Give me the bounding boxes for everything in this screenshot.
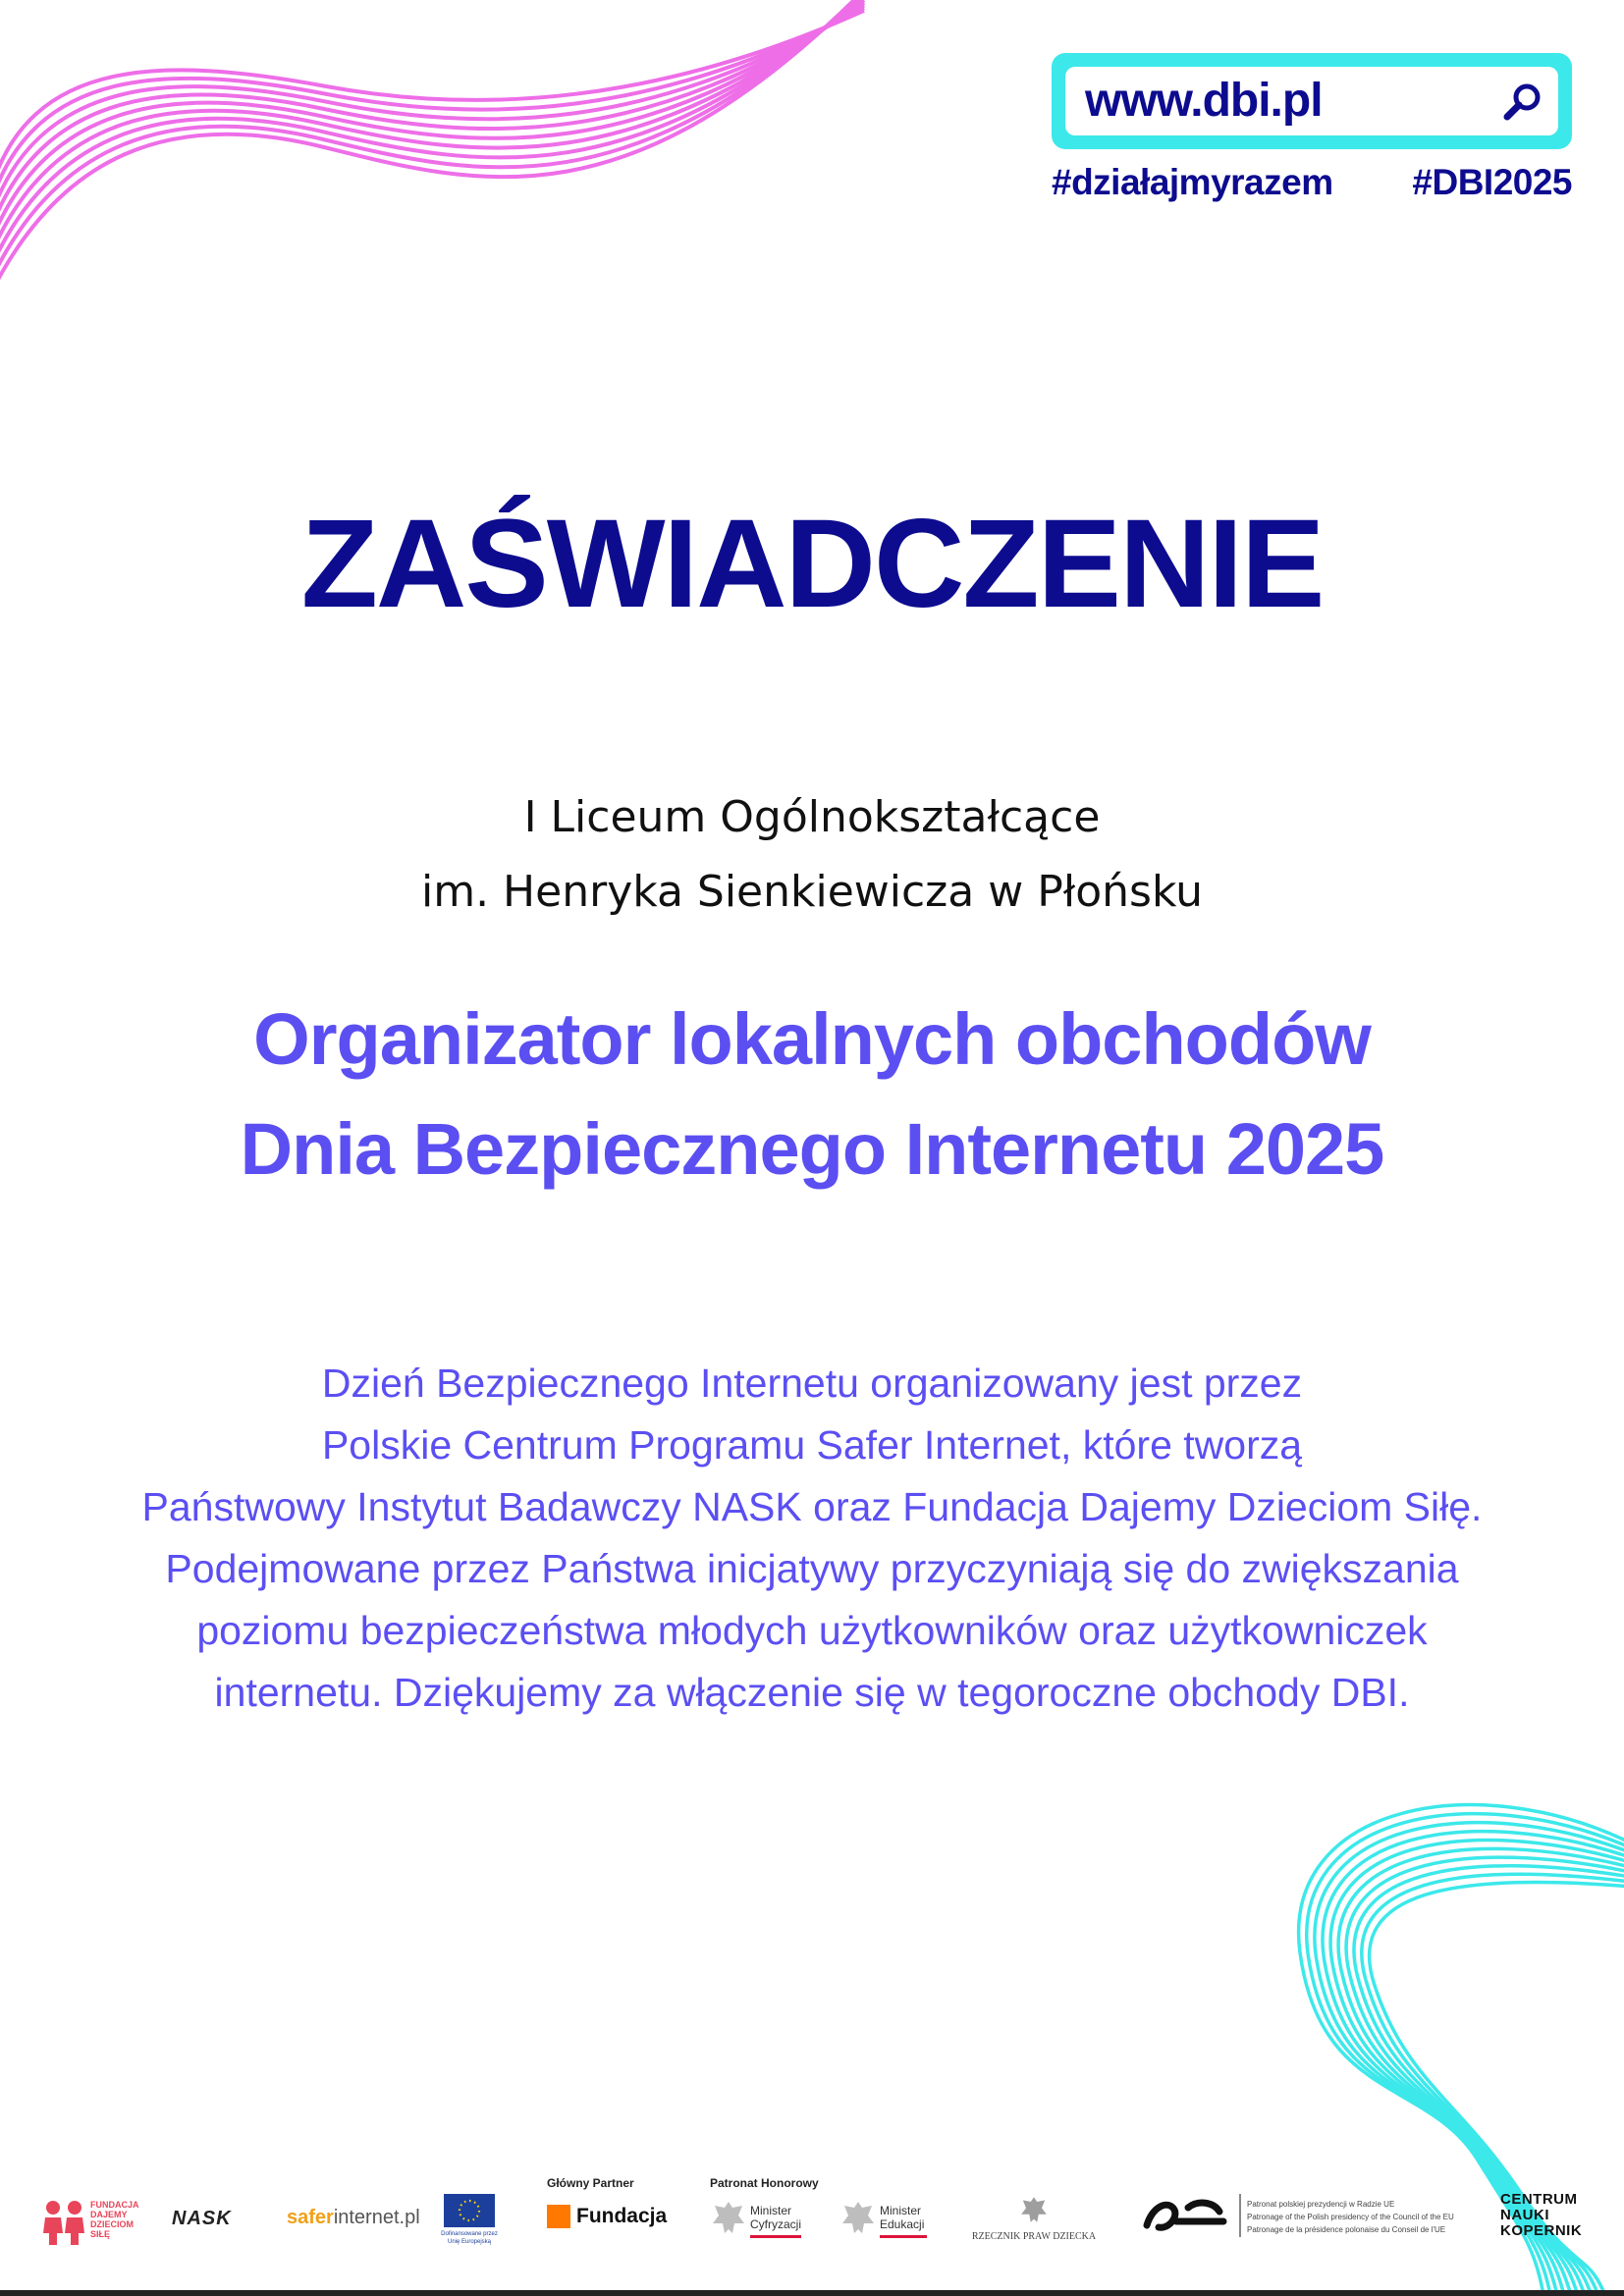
presidency-logo (1139, 2194, 1463, 2249)
minister-education-text: Minister (880, 2204, 922, 2217)
minister-digital-logo (711, 2198, 809, 2247)
fddds-logo (41, 2198, 149, 2247)
honorary-caption: Patronat Honorowy (710, 2176, 819, 2190)
description-line: Polskie Centrum Programu Safer Internet, które tworzą (321, 1422, 1303, 1468)
presidency-text: Patronage de la présidence polonaise du Conseil de l'UE (1247, 2225, 1446, 2234)
main-partner-caption: Główny Partner (547, 2176, 634, 2190)
fddds-text: DZIECIOM (90, 2219, 134, 2229)
fddds-text: FUNDACJA (90, 2200, 139, 2210)
cnk-text: KOPERNIK (1500, 2222, 1583, 2239)
school-line-1: I Liceum Ogólnokształcące (523, 792, 1101, 842)
children-icon (41, 2200, 88, 2245)
orange-fundacja-name: Fundacja (576, 2205, 668, 2227)
search-url-field[interactable]: www.dbi.pl (1065, 67, 1537, 135)
magnifier-icon (1501, 80, 1544, 123)
cnk-text: CENTRUM (1500, 2191, 1578, 2208)
presidency-text: Patronat polskiej prezydencji w Radzie UE (1247, 2200, 1395, 2209)
partner-logos (0, 2164, 1624, 2272)
eu-logo (439, 2194, 500, 2253)
eagle-emblem-icon (840, 2198, 876, 2237)
search-box[interactable] (1052, 53, 1572, 149)
minister-digital-text: Cyfryzacji (750, 2217, 802, 2231)
hashtags (1052, 162, 1572, 203)
description-line: Państwowy Instytut Badawczy NASK oraz Fundacja Dajemy Dzieciom Siłę. (141, 1484, 1483, 1529)
saferinternet-logo-a: safer (287, 2207, 334, 2228)
eu-text: Dofinansowane przez (441, 2231, 498, 2237)
award-line-2: Dnia Bezpiecznego Internetu 2025 (240, 1108, 1384, 1190)
wave-line (0, 0, 864, 282)
description-line: poziomu bezpieczeństwa młodych użytkowników oraz użytkowniczek (196, 1608, 1428, 1653)
decorative-wave-top (0, 0, 884, 324)
description-line: Podejmowane przez Państwa inicjatywy przyczyniają się do zwiększania (165, 1546, 1459, 1591)
wave-line (0, 0, 864, 256)
saferinternet-logo-b: internet.pl (333, 2207, 420, 2228)
fddds-text: SIŁĘ (90, 2229, 111, 2239)
description-line: Dzień Bezpiecznego Internetu organizowany jest przez (321, 1361, 1303, 1406)
orange-square-icon (547, 2205, 570, 2228)
school-name (0, 780, 1624, 930)
presidency-symbol-icon (1139, 2196, 1229, 2239)
description-line: internetu. Dziękujemy za włączenie się w tegoroczne obchody DBI. (214, 1670, 1410, 1715)
eu-flag-icon (444, 2194, 495, 2227)
award-title (0, 985, 1624, 1204)
ombudsman-logo (970, 2194, 1098, 2249)
description (0, 1353, 1624, 1724)
minister-digital-text: Minister (750, 2204, 792, 2217)
minister-education-logo (840, 2198, 939, 2247)
bottom-border (0, 2290, 1624, 2296)
cnk-logo (1500, 2192, 1582, 2239)
eagle-emblem-icon (711, 2198, 746, 2237)
presidency-text: Patronage of the Polish presidency of the Council of the EU (1247, 2213, 1454, 2221)
cnk-text: NAUKI (1500, 2207, 1549, 2223)
nask-logo: NASK (172, 2208, 232, 2229)
hashtag-dzialajmyrazem: #działajmyrazem (1052, 162, 1333, 202)
search-button[interactable] (1488, 67, 1558, 135)
ombudsman-text: RZECZNIK PRAW DZIECKA (971, 2231, 1097, 2242)
award-line-1: Organizator lokalnych obchodów (253, 998, 1371, 1080)
saferinternet-logo (287, 2207, 420, 2229)
wave-line (0, 0, 864, 294)
hashtag-dbi2025: #DBI2025 (1412, 162, 1572, 202)
certificate-title: ZAŚWIADCZENIE (300, 494, 1324, 634)
fddds-text: DAJEMY (90, 2210, 128, 2219)
minister-education-text: Edukacji (880, 2217, 925, 2231)
eu-text: Unię Europejską (447, 2239, 492, 2245)
eagle-emblem-icon (1019, 2194, 1049, 2225)
wave-line (0, 8, 864, 205)
school-line-2: im. Henryka Sienkiewicza w Płońsku (421, 867, 1203, 917)
